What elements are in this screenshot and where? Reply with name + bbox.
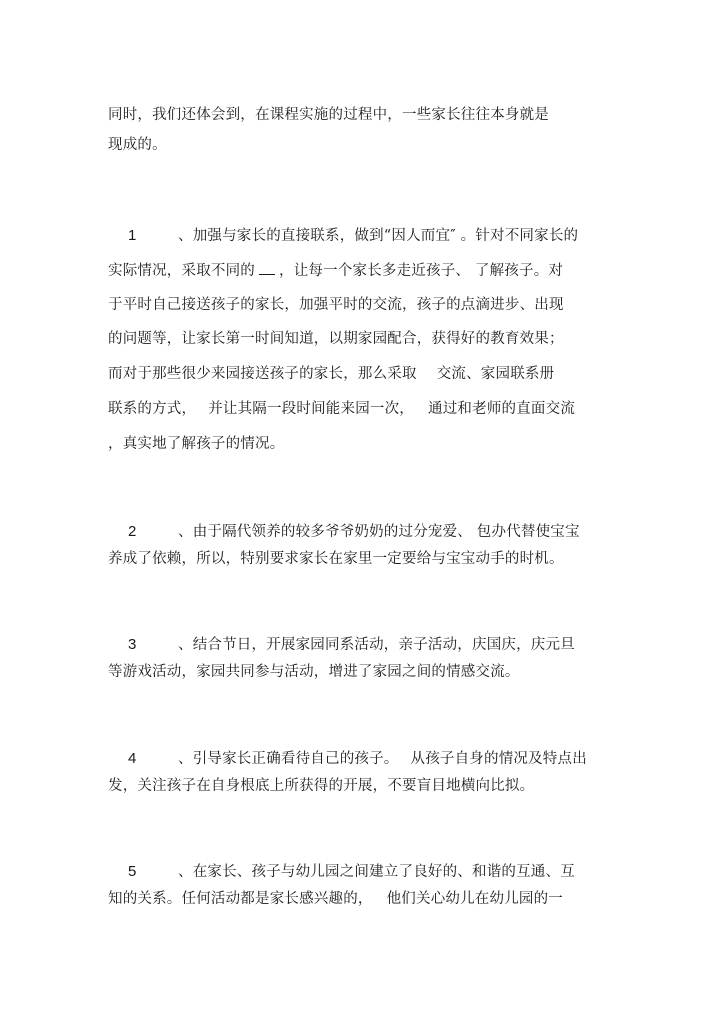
p1-line-5b: 交流、家园联系册 [436, 366, 555, 382]
p3-number: 3 [128, 636, 137, 653]
p4-line-2: 发，关注孩子在自身根底上所获得的开展，不要盲目地横向比拟。 [108, 778, 535, 794]
p1-line-6a: 联系的方式， [108, 401, 197, 417]
p3-line-2: 等游戏活动，家园共同参与活动，增进了家园之间的情感交流。 [108, 664, 520, 680]
p1-line-3: 于平时自己接送孩子的家长，加强平时的交流，孩子的点滴进步、出现 [108, 297, 564, 313]
p1-line-4: 的问题等，让家长第一时间知道，以期家园配合，获得好的教育效果； [108, 331, 564, 347]
p1-line-2b: ，让每一个家长多走近孩子、 了解孩子。对 [279, 263, 564, 279]
p2-line-2: 养成了依赖，所以，特别要求家长在家里一定要给与宝宝动手的时机。 [108, 551, 564, 567]
p5-line-2a: 知的关系。任何活动都是家长感兴趣的， [108, 891, 373, 907]
p1-line-2 [108, 261, 608, 281]
p1-line-5a: 而对于那些很少来园接送孩子的家长，那么采取 [108, 366, 417, 382]
p1-line-1-text: 、加强与家长的直接联系，做到“因人而宜″ 。针对不同家长的 [178, 228, 579, 244]
p1-line-6 [108, 399, 608, 419]
p5-line-2 [108, 889, 608, 909]
p1-line-7: ，真实地了解孩子的情况。 [108, 436, 285, 452]
intro-line-1: 同时，我们还体会到，在课程实施的过程中，一些家长往往本身就是 [108, 107, 549, 123]
p1-line-5 [108, 364, 608, 384]
p1-number: 1 [128, 227, 137, 244]
p4-line-1b: 从孩子自身的情况及特点出 [410, 751, 587, 767]
p2-line-1-text: 、由于隔代领养的较多爷爷奶奶的过分宠爱、 包办代替使宝宝 [178, 524, 580, 540]
p1-line-6c: 通过和老师的直面交流 [428, 401, 576, 417]
p4-line-1a: 、引导家长正确看待自己的孩子。 [178, 751, 399, 767]
p3-line-1-text: 、结合节日，开展家园同系活动，亲子活动，庆国庆，庆元旦 [178, 637, 575, 653]
intro-line-2: 现成的。 [108, 137, 167, 153]
p5-line-1 [108, 862, 608, 882]
p4-number: 4 [128, 750, 137, 767]
p3-line-1 [108, 635, 608, 655]
p1-line-6b: 并让其隔一段时间能来园一次， [208, 401, 415, 417]
p1-line-2a: 实际情况，采取不同的 [108, 263, 255, 279]
p4-line-1 [108, 749, 608, 769]
fill-blank [259, 262, 275, 275]
p2-line-1 [108, 522, 608, 542]
p5-line-1-text: 、在家长、孩子与幼儿园之间建立了良好的、和谐的互通、互 [178, 864, 575, 880]
p1-line-1 [108, 226, 608, 246]
p5-number: 5 [128, 863, 137, 880]
p5-line-2b: 他们关心幼儿在幼儿园的一 [386, 891, 564, 907]
p2-number: 2 [128, 523, 137, 540]
